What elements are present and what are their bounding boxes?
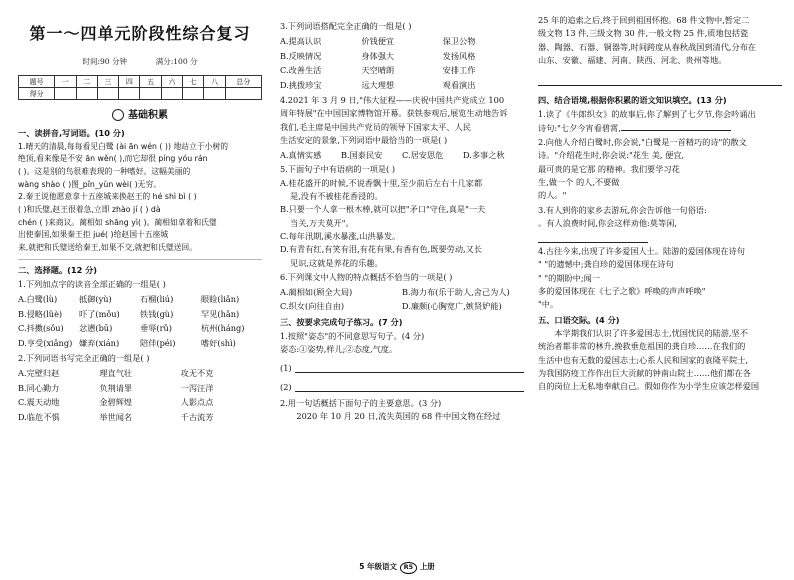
- score-table: [18, 75, 262, 100]
- question: 2.下列词语书写完全正确的一组是( ): [18, 353, 150, 364]
- answer-line: [280, 378, 524, 394]
- score-cell: 二: [76, 76, 97, 88]
- option[interactable]: A.真情实感: [280, 149, 322, 160]
- page-title: 第一～四单元阶段性综合复习: [29, 24, 251, 43]
- option: 举世闻名: [99, 412, 133, 423]
- option[interactable]: C.抖擞(sǒu): [18, 323, 64, 334]
- answer-line: [280, 359, 524, 375]
- question-line: 生,做一个 的人,不要做: [538, 176, 620, 187]
- section-banner: [18, 108, 262, 123]
- answer-label: (1): [280, 363, 292, 374]
- option-row: [280, 50, 524, 62]
- pinyin-line: chén ( )来商议。蔺相如 shāng yì( )。蔺相如拿着和氏璧: [18, 217, 217, 227]
- pinyin-line: 来,就把和氏璧送给秦王,如果不交,就把和氏璧送回。: [18, 243, 197, 253]
- score-blank[interactable]: [55, 88, 76, 100]
- time-limit: 时间:90 分钟: [82, 57, 127, 66]
- option-row: [280, 64, 524, 76]
- total-score: 满分:100 分: [155, 57, 198, 66]
- option: 天空晴朗: [361, 65, 395, 76]
- option: 抵御(yù): [79, 293, 112, 304]
- score-blank[interactable]: [76, 88, 97, 100]
- section-4-title: 四、结合语境,根据你积累的语文知识填空。(13 分): [538, 95, 727, 106]
- pinyin-line: 出使秦国,如果秦王拒 jué( )给赵国十五座城: [18, 230, 169, 240]
- option: 安排工作: [442, 65, 476, 76]
- answer-blank[interactable]: [295, 380, 524, 392]
- question-line: 周年特展"在中国国家博物馆开幕。获铁参观后,展览生动地告诉: [280, 108, 508, 119]
- score-blank[interactable]: [97, 88, 118, 100]
- passage-line: 25 年的追索之后,终于回到祖国怀抱。68 件文物中,暂定二: [538, 15, 750, 25]
- question-line: 4.古往今来,出现了许多爱国人士。陆游的爱国体现在诗句: [538, 246, 745, 257]
- option-row: [18, 396, 262, 408]
- option-row: [280, 35, 524, 47]
- answer-label: (2): [280, 382, 292, 393]
- option-row: [280, 286, 524, 298]
- option-row: [280, 79, 524, 91]
- option-cont: 当关,万夫莫开"。: [290, 217, 354, 228]
- question: 6.下列课文中人物的特点概括不恰当的一项是( ): [280, 271, 453, 282]
- option-cont: 是,没有不被桂花香浸的。: [290, 191, 383, 202]
- option: 身体强大: [361, 50, 395, 61]
- question: 5.下面句子中有语病的一项是( ): [280, 164, 396, 175]
- passage-line: 自的岗位上无私地奉献自己。假如你作为小学生应该怎样爱国: [538, 381, 760, 392]
- option[interactable]: D.有青有红,有笑有泪,有花有果,有香有色,既要劳动,又长: [280, 244, 483, 255]
- option: 人影点点: [180, 397, 214, 408]
- passage-line: 山东、安徽、福建、河南、陕西、河北、贵州等地。: [538, 54, 727, 65]
- score-cell: 六: [161, 76, 182, 88]
- definition: 姿态:①姿势,样儿;②态度,气度。: [280, 344, 398, 355]
- answer-blank[interactable]: [538, 231, 648, 243]
- option[interactable]: D.临危不惧: [18, 412, 60, 423]
- question-line: " "的期盼中;闻一: [538, 272, 601, 283]
- option: 忿懑(bū): [79, 323, 113, 334]
- page-badge: R5: [400, 562, 418, 574]
- option-row: [18, 322, 262, 334]
- option: 眼睑(liǎn): [201, 293, 240, 304]
- option: 垂辱(rǔ): [140, 323, 172, 334]
- option-row: [18, 411, 262, 423]
- option: 嫌弃(xián): [79, 338, 120, 349]
- option: 发扬风格: [442, 50, 476, 61]
- option: 陪伴(péi): [140, 338, 176, 349]
- score-cell: 三: [97, 76, 118, 88]
- option: 负荆请罪: [99, 382, 133, 393]
- option-row: [280, 149, 524, 161]
- score-header-row: [19, 76, 262, 88]
- pinyin-line: wàng shào ( )图_pǐn_yùn wèi( )无穷。: [18, 179, 162, 189]
- score-blank[interactable]: [161, 88, 182, 100]
- option[interactable]: D.廉颇(心胸宽广,嫉贤妒能): [402, 301, 502, 312]
- option[interactable]: C.震天动地: [18, 397, 60, 408]
- passage: 2020 年 10 月 20 日,流失英国的 68 件中国文物在经过: [296, 410, 501, 421]
- score-blank[interactable]: [225, 88, 261, 100]
- passage-line: 为我国防疫工作作出巨大贡献的钟南山院士……他们都在各: [538, 367, 751, 378]
- score-blank[interactable]: [119, 88, 140, 100]
- question-line: 生活安定的景象,下列词语中最恰当的一项是( ): [280, 134, 448, 145]
- question-line: 。有人浪费时间,你会这样劝他:莫等闲,: [538, 217, 677, 228]
- option[interactable]: B.国泰民安: [341, 149, 383, 160]
- option: 千古流芳: [180, 412, 214, 423]
- question: 1.下列加点字的读音全部正确的一组是( ): [18, 279, 166, 290]
- option: 保卫公物: [442, 35, 476, 46]
- question: 1.按照"姿态"的不同意思写句子。(4 分): [280, 331, 425, 342]
- footer-volume: 上册: [419, 562, 435, 572]
- question-line: 3.有人到你的家乡去游玩,你会告诉他一句俗语:: [538, 204, 707, 215]
- option: 攻无不克: [180, 367, 214, 378]
- question-line: "中。: [538, 299, 559, 310]
- question-line: 1.读了《牛郎织女》的故事后,你了解到了七夕节,你会吟诵出: [538, 109, 756, 120]
- score-cell: 总分: [225, 76, 261, 88]
- score-blank[interactable]: [204, 88, 225, 100]
- option[interactable]: C.居安思危: [402, 149, 444, 160]
- option: 吓了(mǒu): [79, 308, 120, 319]
- option[interactable]: D.多事之秋: [463, 149, 505, 160]
- pinyin-line: 绝顶,看来像是不安 ān wěn( ),而它却很 píng yóu rán: [18, 154, 208, 164]
- passage-line: 本学期我们认识了许多爱国志士,忧国忧民的陆游,坚不: [554, 327, 748, 338]
- option[interactable]: A.蔺相如(顾全大局): [280, 286, 353, 297]
- option[interactable]: A.桂花盛开的时候,不说香飘十里,至少前后左右十几家都: [280, 177, 483, 188]
- option[interactable]: C.每年汛期,溪水暴涨,山洪暴发。: [280, 230, 401, 241]
- option: 一泻汪洋: [180, 382, 214, 393]
- option: 观看演出: [442, 80, 476, 91]
- passage-line: 生活中也有无数的爱国志士;心系人民和国家的袁隆平院士,: [538, 354, 749, 365]
- question-line: 2.向他人介绍白鹭时,你会说,"白鹭是一首精巧的诗"的散文: [538, 137, 747, 148]
- banner-text: 基础积累: [128, 110, 168, 122]
- footer-grade: 5 年级语文: [359, 562, 398, 572]
- question-line: 的人。": [538, 190, 567, 201]
- option[interactable]: A.白鹭(lù): [18, 293, 58, 304]
- section-5-title: 五、口语交际。(4 分): [538, 314, 620, 325]
- option: 罕见(hǎn): [201, 308, 240, 319]
- option[interactable]: B.只要一个人拿一根木棒,就可以把"矛口"守住,真是"一夫: [280, 204, 486, 215]
- option[interactable]: B.同心勤力: [18, 382, 60, 393]
- option: 理直气壮: [99, 367, 133, 378]
- option: 价钱便宜: [361, 35, 395, 46]
- question-line: 最可贵的是它那 的精神。我们要学习花: [538, 163, 680, 174]
- pinyin-line: ( )和氏璧,赵王很着急,立即 zhào jí ( ) dà: [18, 204, 161, 214]
- score-label: 得分: [19, 88, 55, 100]
- option-row: [18, 382, 262, 394]
- answer-blank[interactable]: [621, 122, 731, 131]
- column-middle: [280, 0, 524, 580]
- score-cell: 题号: [19, 76, 55, 88]
- score-blank[interactable]: [183, 88, 204, 100]
- answer-blank[interactable]: [295, 361, 524, 373]
- option: 远大理想: [361, 80, 395, 91]
- option: 石榴(liú): [140, 293, 174, 304]
- option[interactable]: A.完壁归赵: [18, 367, 60, 378]
- option[interactable]: D.挑拨珍宝: [280, 80, 322, 91]
- option: 嗜好(shì): [201, 338, 236, 349]
- question-line: 4.2021 年 3 月 9 日,"伟大征程——庆祝中国共产党成立 100: [280, 94, 505, 105]
- question-text: 诗句:"七夕今宵看碧霄,: [538, 122, 621, 133]
- question-line: 我们,毛主席是中国共产党员的领导下国家太平、人民: [280, 121, 471, 132]
- option-row: [18, 293, 262, 305]
- exam-meta: [18, 56, 262, 67]
- score-cell: 一: [55, 76, 76, 88]
- option-row: [18, 308, 262, 320]
- question: 2.用一句话概括下面句子的主要意思。(3 分): [280, 397, 442, 408]
- question: 3.下列词语搭配完全正确的一组是( ): [280, 21, 412, 31]
- section-2-title: 二、选择题。(12 分): [18, 264, 98, 275]
- option[interactable]: C.改善生活: [280, 65, 322, 76]
- column-right: [538, 0, 782, 580]
- option: 杭州(háng): [201, 323, 245, 334]
- option[interactable]: B.反映情况: [280, 50, 322, 61]
- option[interactable]: B.海力布(乐于助人,舍己为人): [402, 286, 510, 297]
- banner-emblem-icon: [112, 109, 124, 121]
- question-line: 多的爱国体现在《七子之歌》呼唤的声声呼唤": [538, 286, 706, 297]
- passage-line: 级文物 13 件,三级文物 30 件,一般文物 25 件,质地包括瓷: [538, 28, 749, 39]
- page-footer: [0, 561, 794, 574]
- option[interactable]: D.亨受(xiǎng): [18, 338, 73, 349]
- option-row: [18, 367, 262, 379]
- score-cell: 四: [119, 76, 140, 88]
- option-cont: 见识,这就是养花的乐趣。: [290, 257, 383, 268]
- score-cell: 七: [183, 76, 204, 88]
- divider: [18, 259, 262, 260]
- option: 金碧辉煌: [99, 397, 133, 408]
- pinyin-line: ( )。这是别的鸟很难表现的一种嗜好。这幅美丽的: [18, 166, 191, 176]
- section-3-title: 三、按要求完成句子练习。(7 分): [280, 316, 403, 327]
- option-row: [18, 337, 262, 349]
- section-1-title: 一、读拼音,写词语。(10 分): [18, 128, 125, 139]
- question-line: [538, 122, 782, 134]
- option-row: [280, 300, 524, 312]
- column-left: [18, 0, 262, 580]
- score-blank[interactable]: [140, 88, 161, 100]
- question-line: 诗。"介绍花生时,你会说:"花生 美, 便宜,: [538, 150, 685, 161]
- option[interactable]: A.提高认识: [280, 35, 322, 46]
- score-cell: 八: [204, 76, 225, 88]
- answer-blank[interactable]: [538, 74, 782, 86]
- option: 铁钱(gù): [140, 308, 174, 319]
- option[interactable]: C.织女(向往自由): [280, 301, 345, 312]
- score-cell: 五: [140, 76, 161, 88]
- passage-line: 统治者都非常的林升,挽救垂危祖国的龚自珍……在我们的: [538, 341, 746, 352]
- pinyin-line: 2.秦王说他愿意拿十五座城来换赵王的 hé shì bì ( ): [18, 192, 197, 202]
- option[interactable]: B.侵略(lüè): [18, 308, 63, 319]
- question-line: " "的遗憾中;龚自珍的爱国体现在诗句: [538, 259, 674, 270]
- pinyin-line: 1.晴天的清晨,每每看见白鹭 (ài ān wén ( )) 地站立于小树的: [18, 141, 229, 151]
- score-value-row: [19, 88, 262, 100]
- passage-line: 器、陶器、石器、铜器等,时间跨度从春秋战国到清代,分布在: [538, 41, 757, 52]
